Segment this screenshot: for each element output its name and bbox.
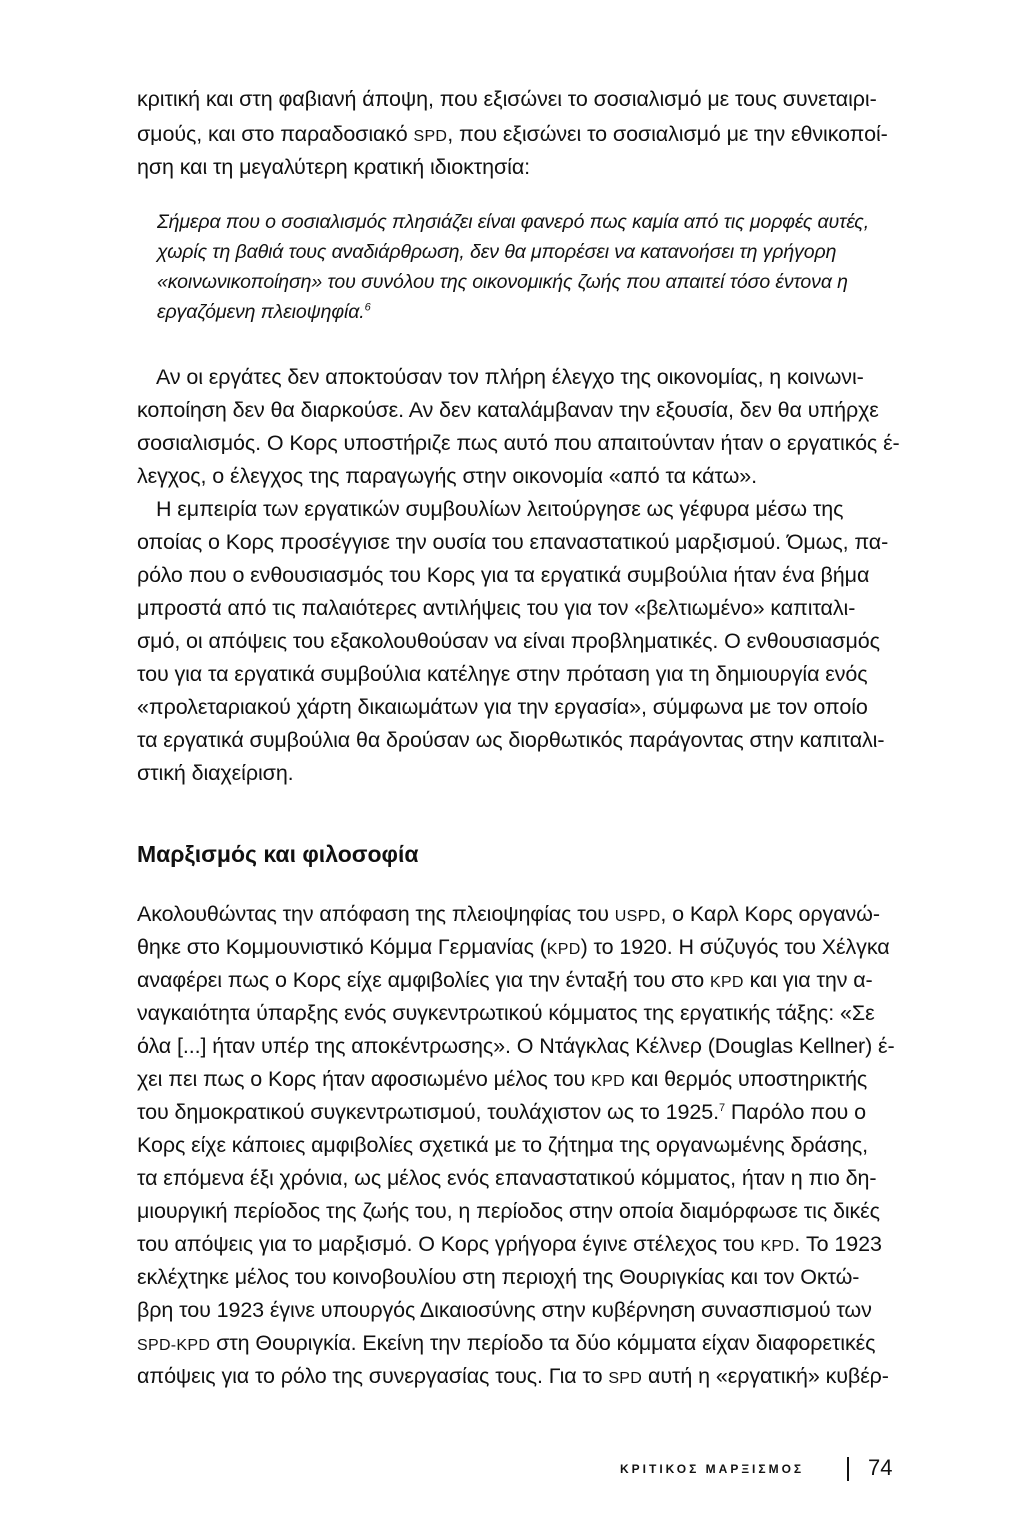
paragraph-3-line-4: μπροστά από τις παλαιότερες αντιλήψεις του για τον «βελτιωμένο» καπιταλι- [137, 596, 856, 620]
abbreviation: SPD [413, 128, 448, 145]
footer-divider [847, 1457, 849, 1481]
abbreviation: SPD-KPD [137, 1337, 211, 1354]
paragraph-3-line-7: «προλεταριακού χάρτη δικαιωμάτων για την εργασία», σύμφωνα με τον οποίο [137, 695, 868, 719]
quote-line-4: εργαζόμενη πλειοψηφία.$^6$ [157, 301, 371, 323]
paragraph-3-line-8: τα εργατικά συμβούλια θα δρούσαν ως διορθωτικός παράγοντας στην καπιταλι- [137, 728, 885, 752]
quote-line-1: Σήμερα που ο σοσιαλισμός πλησιάζει είναι φανερό πως καμία από τις μορφές αυτές, [157, 211, 870, 233]
paragraph-3-line-5: σμό, οι απόψεις του εξακολουθούσαν να είναι προβληματικές. Ο ενθουσιασμός [137, 629, 880, 653]
paragraph-4-line-8: Κορς είχε κάποιες αμφιβολίες σχετικά με το ζήτημα της οργανωμένης δράσης, [137, 1133, 869, 1157]
abbreviation: KPD [709, 974, 744, 991]
paragraph-3-line-3: ρόλο που ο ενθουσιασμός του Κορς για τα εργατικά συμβούλια ήταν ένα βήμα [137, 563, 870, 587]
paragraph-3-line-6: του για τα εργατικά συμβούλια κατέληγε στην πρόταση για τη δημιουργία ενός [137, 662, 868, 686]
page-number: 74 [868, 1455, 893, 1480]
paragraph-3-line-2: οποίας ο Κορς προσέγγισε την ουσία του επαναστατικού μαρξισμού. Όμως, πα- [137, 530, 889, 554]
paragraph-1-line-3: ηση και τη μεγαλύτερη κρατική ιδιοκτησία: [137, 155, 531, 179]
paragraph-4-line-6: χει πει πως ο Κορς ήταν αφοσιωμένο μέλος του KPD και θερμός υποστηρικτής [137, 1067, 868, 1091]
quote-line-2: χωρίς τη βαθιά τους αναδιάρθρωση, δεν θα μπορέσει να κατανοήσει τη γρήγορη [157, 241, 837, 263]
footnote-ref: 6 [364, 301, 371, 314]
paragraph-2-line-3: σοσιαλισμός. Ο Κορς υποστήριζε πως αυτό που απαιτούνταν ήταν ο εργατικός έ- [137, 431, 900, 455]
paragraph-4-line-12: εκλέχτηκε μέλος του κοινοβουλίου στη περιοχή της Θουριγκίας και τον Οκτώ- [137, 1265, 860, 1289]
paragraph-3-line-9: στική διαχείριση. [137, 761, 294, 785]
paragraph-4-line-7: του δημοκρατικού συγκεντρωτισμού, τουλάχιστον ως το 1925.$^7$ Παρόλο που ο [137, 1100, 866, 1124]
paragraph-4-line-13: βρη του 1923 έγινε υπουργός Δικαιοσύνης στην κυβέρνηση συνασπισμού των [137, 1298, 872, 1322]
abbreviation: KPD [546, 941, 581, 958]
paragraph-4-line-9: τα επόμενα έξι χρόνια, ως μέλος ενός επαναστατικού κόμματος, ήταν η πιο δη- [137, 1166, 877, 1190]
section-heading: Μαρξισμός και φιλοσοφία [137, 841, 419, 867]
abbreviation: SPD [608, 1370, 643, 1387]
paragraph-2-line-2: κοποίηση δεν θα διαρκούσε. Αν δεν καταλάμβαναν την εξουσία, δεν θα υπήρχε [137, 398, 879, 422]
quote-line-3: «κοινωνικοποίηση» του συνόλου της οικονομικής ζωής που απαιτεί τόσο έντονα η [157, 271, 848, 293]
paragraph-4-line-1: Ακολουθώντας την απόφαση της πλειοψηφίας του USPD, ο Καρλ Κορς οργανώ- [137, 902, 880, 926]
abbreviation: USPD [614, 908, 661, 925]
paragraph-4-line-5: όλα [...] ήταν υπέρ της αποκέντρωσης». Ο Ντάγκλας Κέλνερ (Douglas Kellner) έ- [137, 1034, 895, 1058]
paragraph-4-line-10: μιουργική περίοδος της ζωής του, η περίοδος στην οποία διαμόρφωσε τις δικές [137, 1199, 880, 1223]
paragraph-4-line-11: του απόψεις για το μαρξισμό. Ο Κορς γρήγορα έγινε στέλεχος του KPD. Το 1923 [137, 1232, 882, 1256]
paragraph-2-line-1: Αν οι εργάτες δεν αποκτούσαν τον πλήρη έλεγχο της οικονομίας, η κοινωνι- [156, 365, 864, 389]
paragraph-3-line-1: Η εμπειρία των εργατικών συμβουλίων λειτούργησε ως γέφυρα μέσω της [156, 497, 844, 521]
abbreviation: KPD [760, 1238, 795, 1255]
paragraph-4-line-15: απόψεις για το ρόλο της συνεργασίας τους. Για το SPD αυτή η «εργατική» κυβέρ- [137, 1364, 889, 1388]
paragraph-4-line-4: ναγκαιότητα ύπαρξης ενός συγκεντρωτικού κόμματος της εργατικής τάξης: «Σε [137, 1001, 875, 1025]
paragraph-1-line-2: σμούς, και στο παραδοσιακό SPD, που εξισώνει το σοσιαλισμό με την εθνικοποί- [137, 122, 888, 146]
paragraph-4-line-14: SPD-KPD στη Θουριγκία. Εκείνη την περίοδο τα δύο κόμματα είχαν διαφορετικές [137, 1331, 876, 1355]
running-title: ΚΡΙΤΙΚΟΣ ΜΑΡΞΙΣΜΟΣ [620, 1462, 805, 1476]
paragraph-1-line-1: κριτική και στη φαβιανή άποψη, που εξισώνει το σοσιαλισμό με τους συνεταιρι- [137, 87, 877, 111]
footnote-ref: 7 [718, 1101, 725, 1114]
paragraph-4-line-2: θηκε στο Κομμουνιστικό Κόμμα Γερμανίας (KPD) το 1920. Η σύζυγός του Χέλγκα [137, 935, 890, 959]
abbreviation: KPD [591, 1073, 625, 1090]
paragraph-4-line-3: αναφέρει πως ο Κορς είχε αμφιβολίες για την ένταξή του στο KPD και για την α- [137, 968, 873, 992]
paragraph-2-line-4: λεγχος, ο έλεγχος της παραγωγής στην οικονομία «από τα κάτω». [137, 464, 758, 488]
page-footer [620, 1457, 900, 1485]
